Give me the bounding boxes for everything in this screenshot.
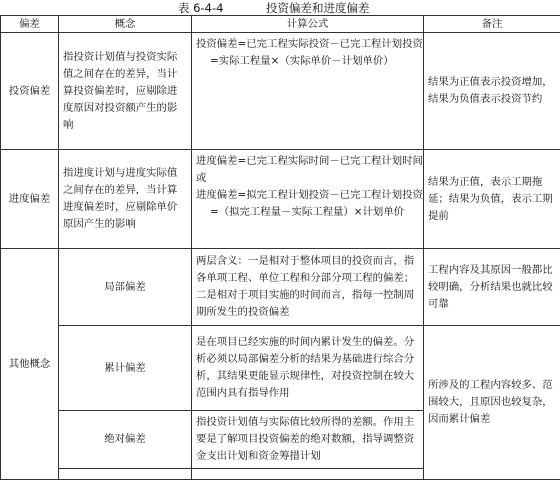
row-concept: 指进度计划与进度实际值之间存在的差异，当计算进度偏差时，应剔除单价原因产生的影响 bbox=[59, 150, 192, 249]
row-name: 绝对偏差 bbox=[59, 411, 192, 469]
formula-line: 投资偏差=已完工程实际投资－已完工程计划投资 bbox=[196, 36, 419, 53]
row-formula bbox=[192, 33, 424, 150]
table-row-progress bbox=[1, 150, 560, 249]
header-note: 备注 bbox=[424, 16, 560, 33]
group-name: 其他概念 bbox=[1, 249, 59, 480]
row-definition: 两层含义：一是相对于整体项目的投资而言，指各单项工程、单位工程和分部分项工程的偏差；二是相对于项目实施的时间而言，指每一控制周期所发生的投资偏差 bbox=[192, 249, 424, 326]
row-name: 进度偏差 bbox=[1, 150, 59, 249]
row-formula bbox=[192, 150, 424, 249]
header-row bbox=[1, 16, 560, 33]
table-caption bbox=[0, 0, 560, 16]
header-formula: 计算公式 bbox=[192, 16, 424, 33]
row-note: 所涉及的工程内容较多、范围较大，且原因也较复杂，因而累计偏差 bbox=[424, 326, 560, 480]
row-name: 累计偏差 bbox=[59, 326, 192, 411]
row-note: 工程内容及其原因一般都比较明确，分析结果也就比较可靠 bbox=[424, 249, 560, 326]
row-concept: 指投资计划值与投资实际值之间存在的差异，当计算投资偏差时，应剔除进度原因对投资额产生的影响 bbox=[59, 33, 192, 150]
header-concept: 概念 bbox=[59, 16, 192, 33]
deviation-table bbox=[0, 15, 560, 480]
formula-line: 进度偏差=已完工程实际时间－已完工程计划时间 bbox=[196, 153, 419, 170]
formula-line: =实际工程量×（实际单价－计划单价） bbox=[196, 53, 419, 70]
table-row-investment bbox=[1, 33, 560, 150]
table-number: 表 6-4-4 bbox=[178, 0, 223, 16]
row-definition: 是在项目已经实施的时间内累计发生的偏差。分析必须以局部偏差分析的结果为基础进行综合分析，其结果更能显示规律性，对投资控制在较大范围内具有指导作用 bbox=[192, 326, 424, 411]
row-name: 投资偏差 bbox=[1, 33, 59, 150]
empty-cell bbox=[59, 469, 192, 480]
row-name: 局部偏差 bbox=[59, 249, 192, 326]
row-note: 结果为正值，表示工期拖延；结果为负值，表示工期提前 bbox=[424, 150, 560, 249]
row-definition: 指投资计划值与实际值比较所得的差额。作用主要是了解项目投资偏差的绝对数额，指导调整资金支出计划和资金筹措计划 bbox=[192, 411, 424, 469]
row-note: 结果为正值表示投资增加，结果为负值表示投资节约 bbox=[424, 33, 560, 150]
formula-line: =（拟完工程量－实际工程量）×计划单价 bbox=[196, 204, 419, 221]
table-row-cumulative bbox=[1, 326, 560, 411]
empty-cell bbox=[192, 469, 424, 480]
table-row-local bbox=[1, 249, 560, 326]
header-deviation: 偏差 bbox=[1, 16, 59, 33]
formula-line: 或 bbox=[196, 170, 419, 187]
table-title: 投资偏差和进度偏差 bbox=[266, 0, 370, 16]
formula-line: 进度偏差=拟完工程计划投资－已完工程计划投资 bbox=[196, 187, 419, 204]
